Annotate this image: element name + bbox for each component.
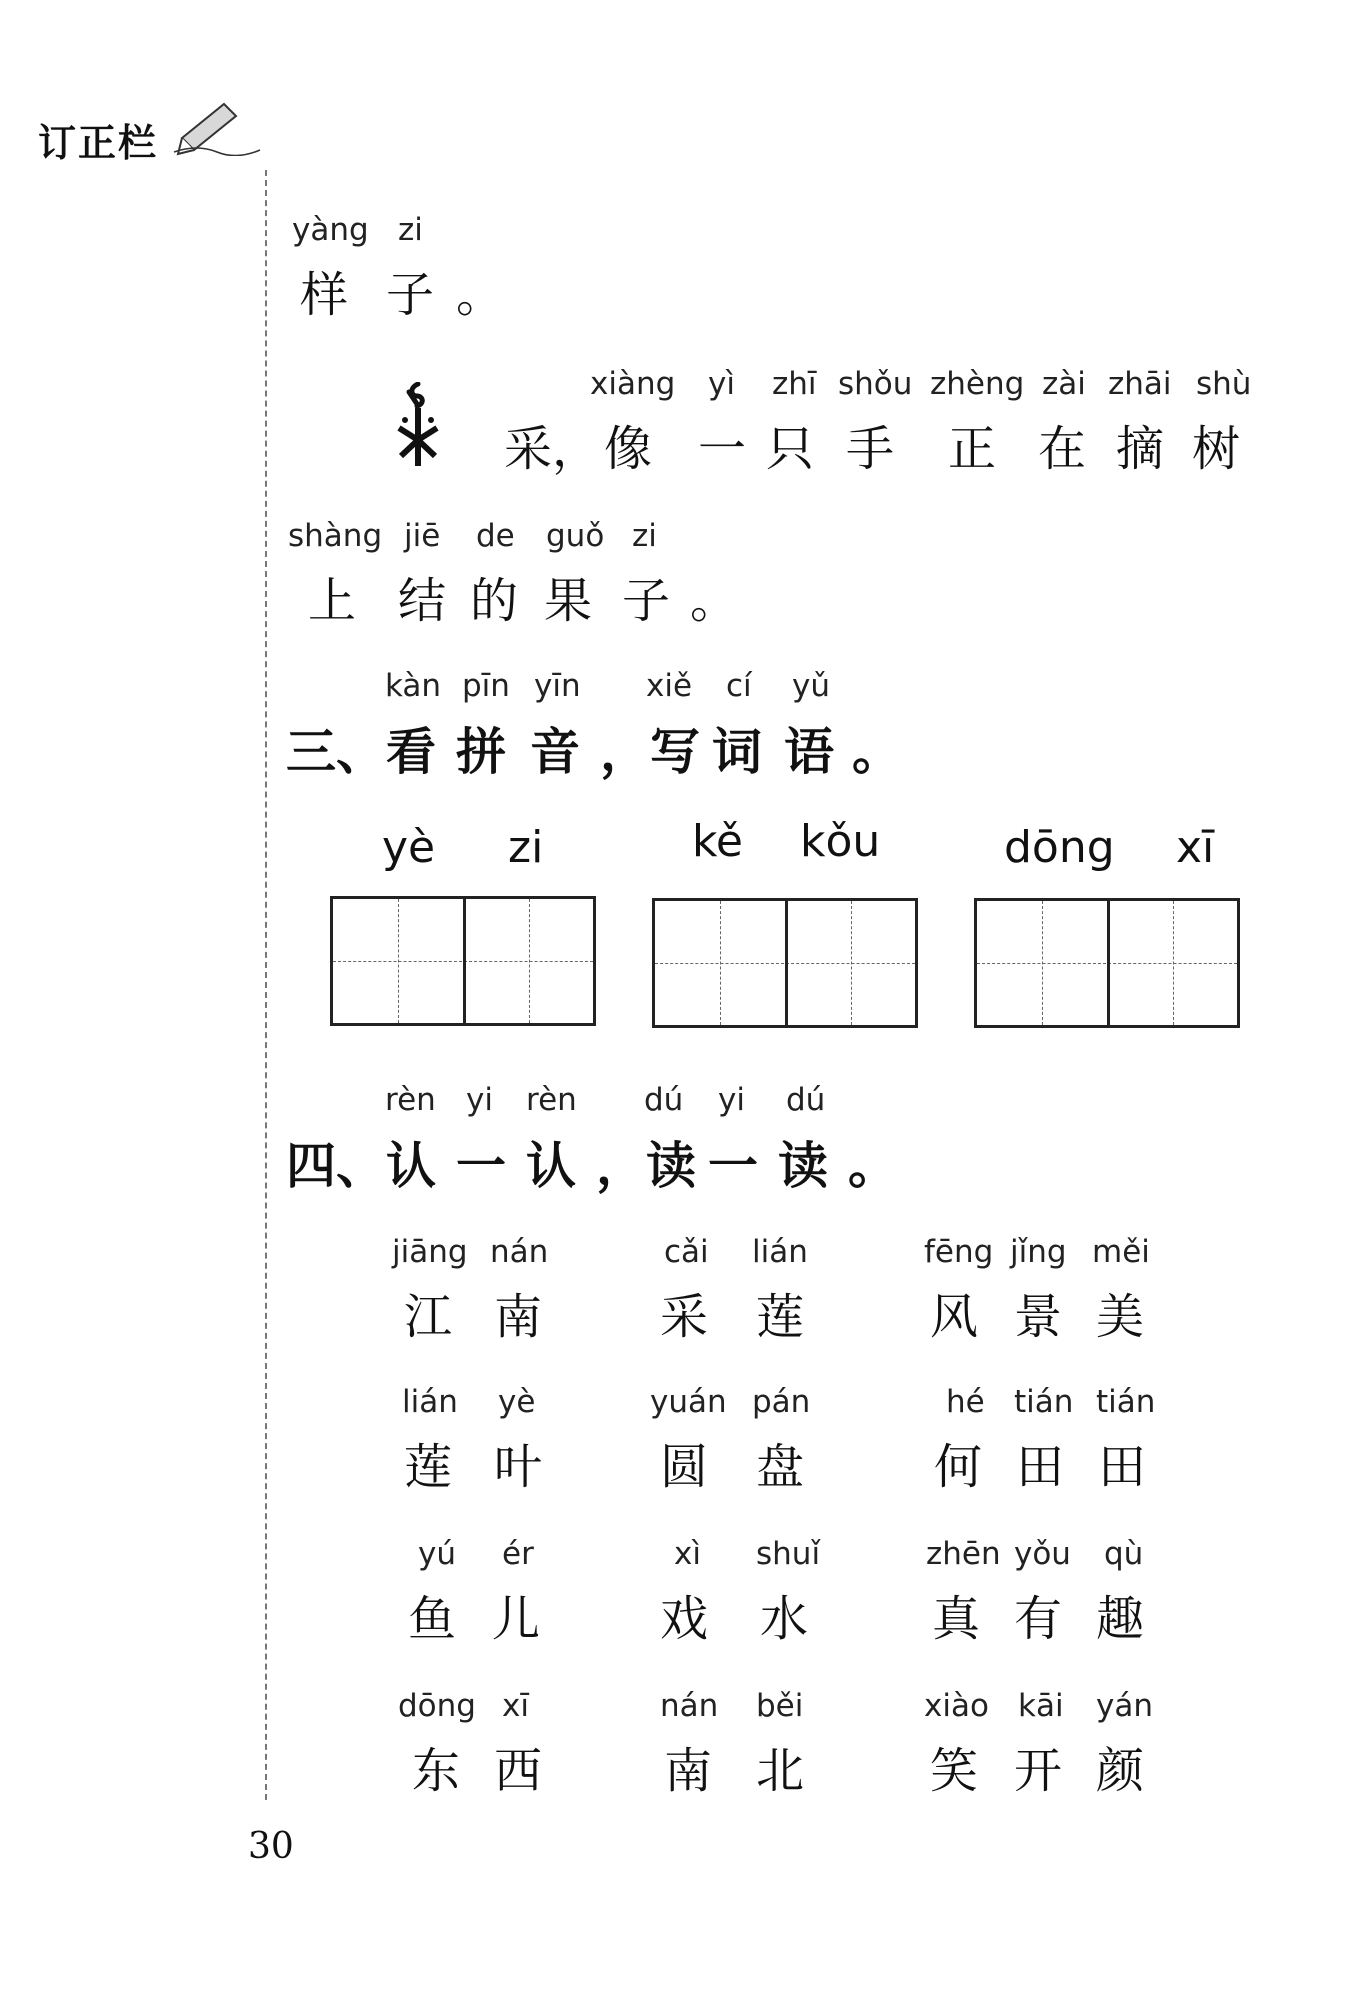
box-pinyin: xī — [1176, 822, 1215, 873]
section-3-heading: 音 — [530, 723, 580, 781]
hanzi: 只 — [766, 421, 815, 477]
pinyin: xī — [502, 1688, 529, 1724]
guide-line — [529, 899, 530, 1023]
pinyin: de — [476, 518, 515, 554]
pinyin: yi — [718, 1082, 745, 1118]
hanzi: 圆 — [660, 1439, 709, 1495]
guide-line — [720, 901, 721, 1025]
pinyin: dú — [644, 1082, 684, 1118]
box-divider — [785, 901, 788, 1025]
hanzi: 果 — [544, 573, 593, 629]
hanzi: 像 — [604, 421, 653, 477]
correction-column-title: 订正栏 — [38, 121, 159, 165]
guide-line — [851, 901, 852, 1025]
pinyin: xiàng — [590, 366, 676, 402]
pinyin: xì — [674, 1536, 701, 1572]
hanzi: 南 — [664, 1743, 713, 1799]
writing-box[interactable] — [974, 898, 1240, 1028]
section-4-heading: 一 — [456, 1137, 506, 1195]
pinyin: zhāi — [1108, 366, 1172, 402]
hanzi: 盘 — [756, 1439, 805, 1495]
hanzi: 田 — [1098, 1439, 1147, 1495]
section-3-heading: 语 — [784, 723, 834, 781]
pinyin: shuǐ — [756, 1536, 821, 1572]
hanzi: 莲 — [756, 1289, 805, 1345]
section-3-heading: 三、看 — [286, 723, 436, 781]
hanzi: 结 — [398, 573, 447, 629]
hanzi: 。 — [456, 267, 505, 323]
pinyin: fēng — [924, 1234, 994, 1270]
hanzi: 美 — [1096, 1289, 1145, 1345]
pinyin: shǒu — [838, 366, 913, 402]
writing-box[interactable] — [652, 898, 918, 1028]
hanzi: 正 — [948, 421, 997, 477]
hanzi: 叶 — [494, 1439, 543, 1495]
pinyin: yi — [466, 1082, 493, 1118]
pencil-icon — [172, 96, 262, 156]
hanzi: 西 — [494, 1743, 543, 1799]
pinyin: zài — [1042, 366, 1086, 402]
pinyin: zi — [632, 518, 657, 554]
pinyin: lián — [402, 1384, 458, 1420]
ancient-character-glyph — [395, 382, 441, 468]
hanzi: 子 — [386, 267, 435, 323]
pinyin: běi — [756, 1688, 804, 1724]
guide-line — [398, 899, 399, 1023]
pinyin: yán — [1096, 1688, 1153, 1724]
hanzi: 颜 — [1096, 1743, 1145, 1799]
pinyin: yàng — [292, 212, 369, 248]
pinyin: dōng — [398, 1688, 476, 1724]
pinyin: hé — [946, 1384, 985, 1420]
pinyin: yuán — [650, 1384, 727, 1420]
pinyin: kāi — [1018, 1688, 1064, 1724]
pinyin: yǔ — [792, 668, 830, 704]
hanzi: 采 — [660, 1289, 709, 1345]
section-4-heading: 一 — [708, 1137, 758, 1195]
pinyin: shù — [1196, 366, 1252, 402]
hanzi: 在 — [1038, 421, 1087, 477]
hanzi: 儿 — [492, 1591, 541, 1647]
hanzi: 树 — [1192, 421, 1241, 477]
pinyin: jǐng — [1010, 1234, 1067, 1270]
hanzi: 鱼 — [408, 1591, 457, 1647]
hanzi: 。 — [690, 573, 739, 629]
pinyin: zhèng — [930, 366, 1025, 402]
hanzi: 上 — [308, 573, 357, 629]
hanzi: 的 — [470, 573, 519, 629]
box-pinyin: kě — [692, 816, 743, 867]
hanzi: 东 — [412, 1743, 461, 1799]
box-pinyin: dōng — [1004, 822, 1115, 873]
pinyin: cǎi — [664, 1234, 709, 1270]
hanzi: 趣 — [1096, 1591, 1145, 1647]
hanzi: 子 — [622, 573, 671, 629]
hanzi: 采， — [504, 421, 601, 477]
section-4-heading: 。 — [848, 1137, 898, 1195]
pinyin: yīn — [534, 668, 581, 704]
pinyin: lián — [752, 1234, 808, 1270]
pinyin: qù — [1104, 1536, 1144, 1572]
hanzi: 样 — [300, 267, 349, 323]
pinyin: xiào — [924, 1688, 989, 1724]
pinyin: zhēn — [926, 1536, 1001, 1572]
pinyin: tián — [1014, 1384, 1074, 1420]
section-3-heading: 。 — [852, 723, 902, 781]
hanzi: 一 — [698, 421, 747, 477]
pinyin: nán — [660, 1688, 719, 1724]
box-pinyin: zi — [508, 822, 544, 873]
guide-line — [1042, 901, 1043, 1025]
section-4-heading: ，读 — [596, 1137, 696, 1195]
hanzi: 南 — [494, 1289, 543, 1345]
page-number: 30 — [248, 1826, 294, 1867]
pinyin: yè — [498, 1384, 536, 1420]
pinyin: jiē — [404, 518, 441, 554]
pinyin: pán — [752, 1384, 811, 1420]
hanzi: 真 — [932, 1591, 981, 1647]
hanzi: 有 — [1014, 1591, 1063, 1647]
box-pinyin: kǒu — [800, 816, 881, 867]
section-4-heading: 四、认 — [286, 1137, 436, 1195]
hanzi: 北 — [756, 1743, 805, 1799]
hanzi: 戏 — [660, 1591, 709, 1647]
box-divider — [463, 899, 466, 1023]
section-3-heading: ，写 — [600, 723, 700, 781]
pinyin: yǒu — [1014, 1536, 1071, 1572]
hanzi: 笑 — [930, 1743, 979, 1799]
hanzi: 田 — [1016, 1439, 1065, 1495]
hanzi: 何 — [934, 1439, 983, 1495]
hanzi: 摘 — [1116, 421, 1165, 477]
pinyin: rèn — [385, 1082, 436, 1118]
pinyin: cí — [726, 668, 752, 704]
hanzi: 风 — [930, 1289, 979, 1345]
pinyin: pīn — [462, 668, 510, 704]
hanzi: 景 — [1014, 1289, 1063, 1345]
hanzi: 莲 — [404, 1439, 453, 1495]
pinyin: zhī — [772, 366, 817, 402]
margin-divider — [265, 170, 267, 1800]
section-3-heading: 词 — [712, 723, 762, 781]
pinyin: zi — [398, 212, 423, 248]
section-3-heading: 拼 — [456, 723, 506, 781]
hanzi: 江 — [404, 1289, 453, 1345]
hanzi: 水 — [760, 1591, 809, 1647]
hanzi: 手 — [846, 421, 895, 477]
box-divider — [1107, 901, 1110, 1025]
pinyin: yú — [418, 1536, 456, 1572]
pinyin: nán — [490, 1234, 549, 1270]
pinyin: guǒ — [546, 518, 605, 554]
section-4-heading: 认 — [526, 1137, 576, 1195]
pinyin: ér — [502, 1536, 534, 1572]
writing-box[interactable] — [330, 896, 596, 1026]
pinyin: měi — [1092, 1234, 1150, 1270]
pinyin: shàng — [288, 518, 383, 554]
pinyin: dú — [786, 1082, 826, 1118]
pinyin: rèn — [526, 1082, 577, 1118]
pinyin: tián — [1096, 1384, 1156, 1420]
pinyin: jiāng — [392, 1234, 468, 1270]
pinyin: xiě — [646, 668, 693, 704]
hanzi: 开 — [1014, 1743, 1063, 1799]
pinyin: kàn — [385, 668, 442, 704]
box-pinyin: yè — [382, 822, 436, 873]
section-4-heading: 读 — [778, 1137, 828, 1195]
guide-line — [1173, 901, 1174, 1025]
pinyin: yì — [708, 366, 735, 402]
